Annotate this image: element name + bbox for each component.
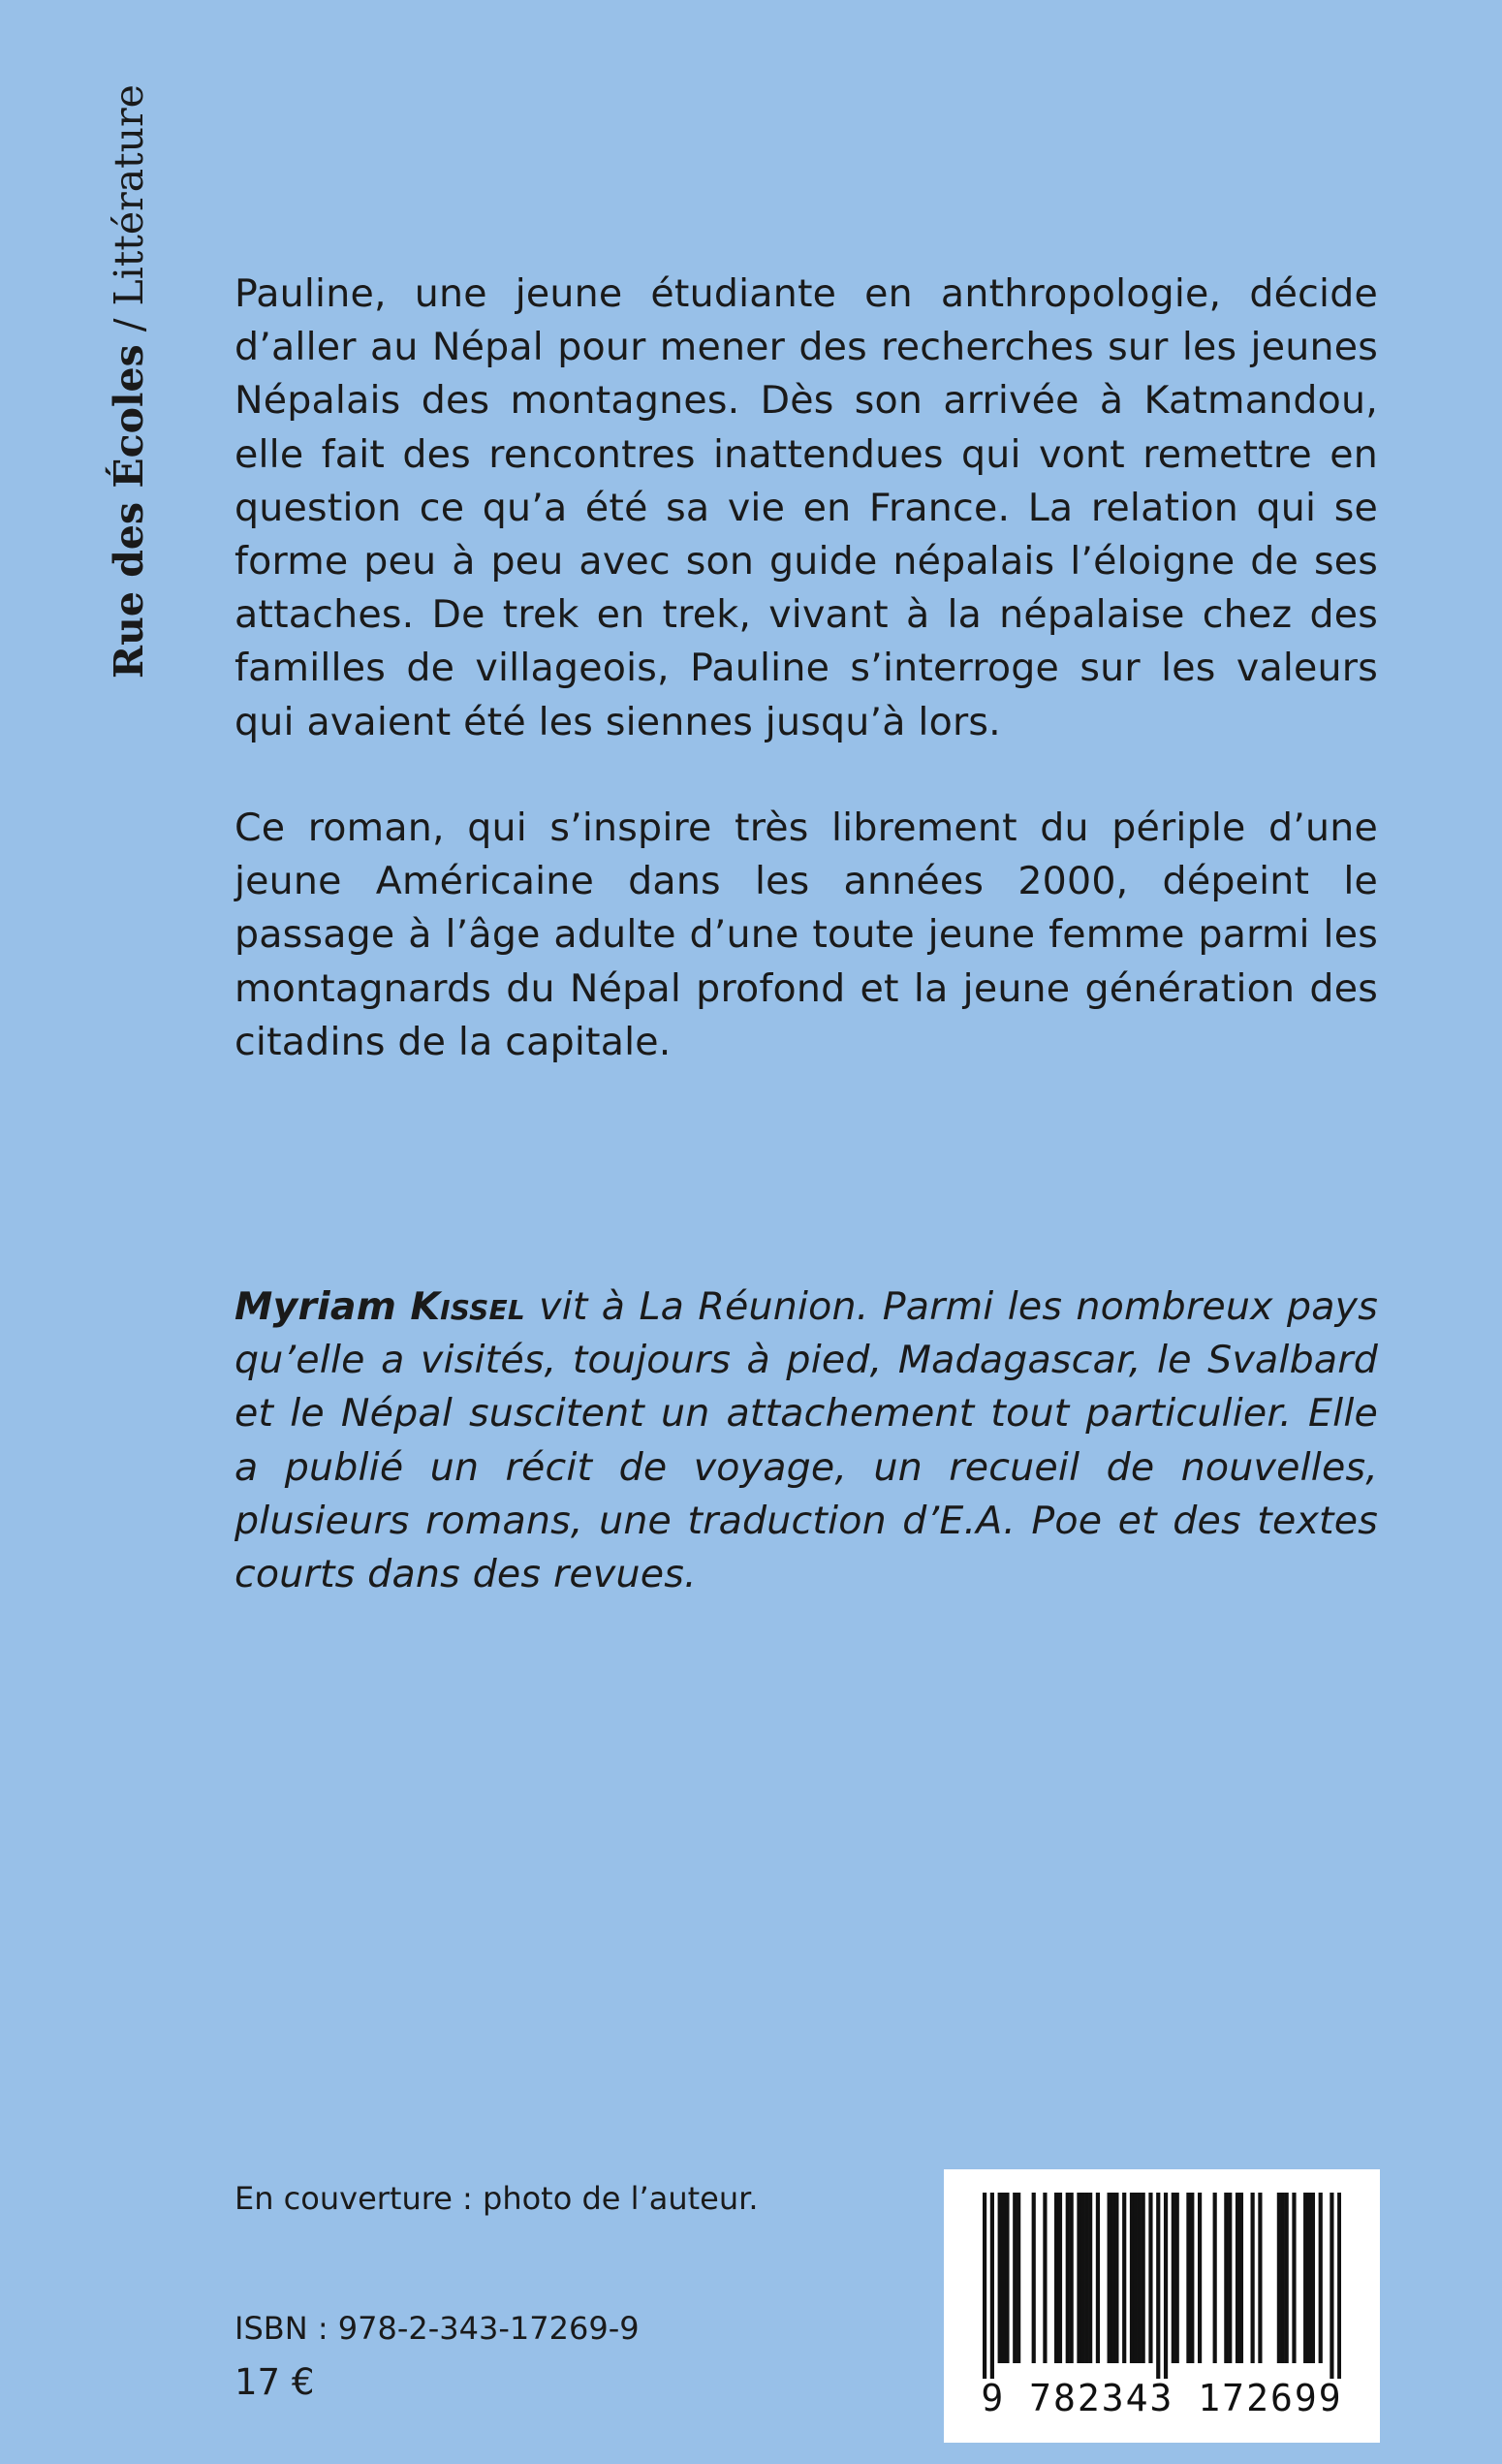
barcode-bar (1303, 2193, 1307, 2363)
author-surname: Kissel (410, 1284, 525, 1329)
barcode-bar (1213, 2193, 1217, 2363)
barcode-bar (1292, 2193, 1296, 2363)
barcode-bar (1114, 2193, 1118, 2363)
barcode-bar (1066, 2193, 1070, 2363)
barcode-bar (1239, 2193, 1243, 2363)
barcode-bar (1224, 2193, 1228, 2363)
author-first-name: Myriam (235, 1284, 397, 1329)
barcode-bar (1013, 2193, 1017, 2363)
spine-separator: / (106, 305, 152, 345)
barcode-digits: 9 782343 172699 (981, 2377, 1343, 2419)
barcode-bar (1330, 2193, 1333, 2379)
barcode-bar (1175, 2193, 1179, 2363)
author-bio (235, 1280, 1378, 1601)
barcode-bar (1130, 2193, 1134, 2363)
barcode-bars-icon (983, 2193, 1341, 2379)
barcode-bar (1228, 2193, 1232, 2363)
barcode-bar (1080, 2193, 1084, 2363)
price-label: 17 € (235, 2361, 315, 2403)
spine-title (105, 84, 153, 679)
barcode-bar (1285, 2193, 1289, 2363)
barcode-bar (998, 2193, 1002, 2363)
author-bio-text: vit à La Réunion. Parmi les nombreux pays qu’elle a visités, toujours à pied, Madagascar, le Svalbard et le Népal suscitent un attachement tout particulier. Elle a publié un récit de voyage, un recueil de nouvelles, plusieurs romans, une traduction d’E.A. Poe et des textes courts dans des revues. (235, 1284, 1378, 1597)
barcode-bar (1017, 2193, 1020, 2363)
series-category: Littérature (106, 84, 152, 306)
barcode-bar (1096, 2193, 1100, 2363)
barcode-bar (1108, 2193, 1111, 2363)
barcode-bar (1277, 2193, 1281, 2363)
barcode-bar (1156, 2193, 1160, 2379)
barcode-bar (990, 2193, 994, 2379)
barcode-bar (1134, 2193, 1138, 2363)
synopsis-paragraph-1: Pauline, une jeune étudiante en anthropologie, décide d’aller au Népal pour mener des recherches sur les jeunes Népalais des montagnes. Dès son arrivée à Katmandou, elle fait des rencontres inattendues qui vont remettre en question ce qu’a été sa vie en France. La relation qui se forme peu à peu avec son guide népalais l’éloigne de ses attaches. De trek en trek, vivant à la népalaise chez des familles de villageois, Pauline s’interroge sur les valeurs qui avaient été les siennes jusqu’à lors. (235, 271, 1378, 744)
barcode-bar (1122, 2193, 1126, 2363)
barcode-bar (1148, 2193, 1152, 2363)
barcode-bar (1111, 2193, 1114, 2363)
barcode-bar (1307, 2193, 1311, 2363)
barcode-bar (1251, 2193, 1255, 2363)
series-name: Rue des Écoles (106, 344, 152, 679)
barcode-bar (1005, 2193, 1009, 2363)
barcode-bar (1319, 2193, 1323, 2363)
synopsis-paragraph-2: Ce roman, qui s’inspire très librement du périple d’une jeune Américaine dans les années 2000, dépeint le passage à l’âge adulte d’une toute jeune femme parmi les montagnards du Népal profond et la jeune génération des citadins de la capitale. (235, 806, 1378, 1064)
barcode-bar (983, 2193, 986, 2379)
barcode-bar (1088, 2193, 1092, 2363)
barcode-bar (1142, 2193, 1145, 2363)
barcode-bar (1236, 2193, 1239, 2363)
barcode-bar (1337, 2193, 1341, 2379)
barcode-bar (1164, 2193, 1168, 2379)
barcode (944, 2169, 1380, 2443)
cover-credit: En couverture : photo de l’auteur. (235, 2180, 759, 2217)
barcode-bar (1077, 2193, 1080, 2363)
barcode-bar (1043, 2193, 1047, 2363)
barcode-bar (1190, 2193, 1194, 2363)
isbn-number: ISBN : 978-2-343-17269-9 (235, 2310, 640, 2347)
barcode-bar (1186, 2193, 1190, 2363)
barcode-bar (1070, 2193, 1074, 2363)
barcode-bar (1054, 2193, 1058, 2363)
barcode-bar (1281, 2193, 1285, 2363)
barcode-bar (1198, 2193, 1202, 2363)
barcode-bar (1138, 2193, 1142, 2363)
barcode-bar (1001, 2193, 1005, 2363)
barcode-bar (1172, 2193, 1175, 2363)
barcode-bar (1058, 2193, 1062, 2363)
barcode-bar (1311, 2193, 1315, 2363)
barcode-bar (1258, 2193, 1262, 2363)
barcode-bar (1032, 2193, 1036, 2363)
barcode-bar (1084, 2193, 1088, 2363)
